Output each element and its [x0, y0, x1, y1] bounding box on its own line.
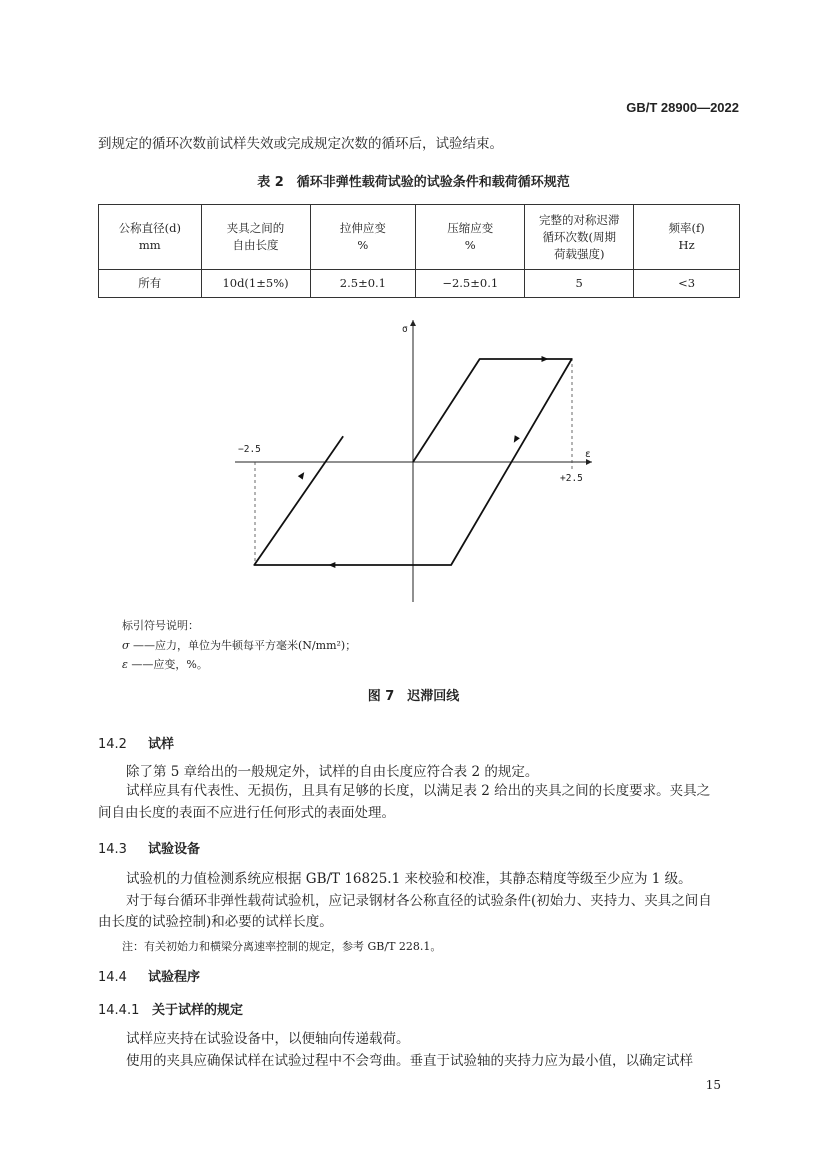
figure-caption: 图 7 迟滞回线 — [367, 689, 460, 704]
page-number: 15 — [705, 1078, 721, 1092]
header-cell: 完整的对称迟滞 循环次数(周期 荷载强度) — [525, 205, 634, 270]
table-cell: 5 — [525, 270, 634, 298]
header-cell: 夹具之间的 自由长度 — [201, 205, 310, 270]
paragraph: 间自由长度的表面不应进行任何形式的表面处理。 — [98, 805, 395, 821]
table-cell: 2.5±0.1 — [310, 270, 416, 298]
direction-arrow — [298, 472, 304, 479]
table-cell: 所有 — [99, 270, 202, 298]
header-cell: 公称直径(d) mm — [99, 205, 202, 270]
subsection-heading: 14.4.1 关于试样的规定 — [98, 1003, 244, 1018]
direction-arrow — [514, 435, 520, 443]
paragraph: 试验机的力值检测系统应根据 GB/T 16825.1 来校验和校准，其静态精度等级至少应为 1 级。 — [126, 871, 692, 887]
section-heading: 14.2 试样 — [98, 737, 175, 752]
legend-title: 标引符号说明： — [122, 619, 199, 632]
table-cell: −2.5±0.1 — [416, 270, 525, 298]
table-cell: <3 — [634, 270, 740, 298]
standard-code: GB/T 28900—2022 — [626, 100, 739, 115]
table-cell: 10d(1±5%) — [201, 270, 310, 298]
x-tick-label: −2.5 — [238, 444, 261, 455]
header-cell: 拉伸应变 % — [310, 205, 416, 270]
paragraph: 使用的夹具应确保试样在试验过程中不会弯曲。垂直于试验轴的夹持力应为最小值，以确定试样 — [126, 1053, 693, 1069]
direction-arrow — [328, 562, 335, 568]
table-caption: 表 2 循环非弹性载荷试验的试验条件和载荷循环规范 — [257, 175, 570, 190]
paragraph: 由长度的试验控制)和必要的试样长度。 — [98, 914, 333, 930]
header-cell: 频率(f) Hz — [634, 205, 740, 270]
x-tick-label: +2.5 — [560, 473, 583, 484]
direction-arrow — [542, 356, 549, 362]
legend-item: ε ——应变，%。 — [122, 658, 208, 671]
paragraph: 对于每台循环非弹性载荷试验机，应记录钢材各公称直径的试验条件(初始力、夹持力、夹具之间自 — [126, 893, 712, 909]
legend-item: σ ——应力，单位为牛顿每平方毫米(N/mm²)； — [122, 639, 357, 652]
x-axis-label: ε — [585, 449, 591, 460]
note: 注：有关初始力和横梁分离速率控制的规定，参考 GB/T 228.1。 — [122, 940, 442, 953]
y-axis-label: σ — [402, 324, 408, 335]
paragraph: 试样应具有代表性、无损伤，且具有足够的长度，以满足表 2 给出的夹具之间的长度要求。夹具之 — [126, 783, 711, 799]
paragraph: 除了第 5 章给出的一般规定外，试样的自由长度应符合表 2 的规定。 — [126, 764, 539, 780]
intro-paragraph: 到规定的循环次数前试样失效或完成规定次数的循环后，试验结束。 — [98, 136, 503, 152]
section-heading: 14.3 试验设备 — [98, 842, 201, 857]
header-cell: 压缩应变 % — [416, 205, 525, 270]
section-heading: 14.4 试验程序 — [98, 970, 201, 985]
paragraph: 试样应夹持在试验设备中，以便轴向传递载荷。 — [126, 1031, 410, 1047]
